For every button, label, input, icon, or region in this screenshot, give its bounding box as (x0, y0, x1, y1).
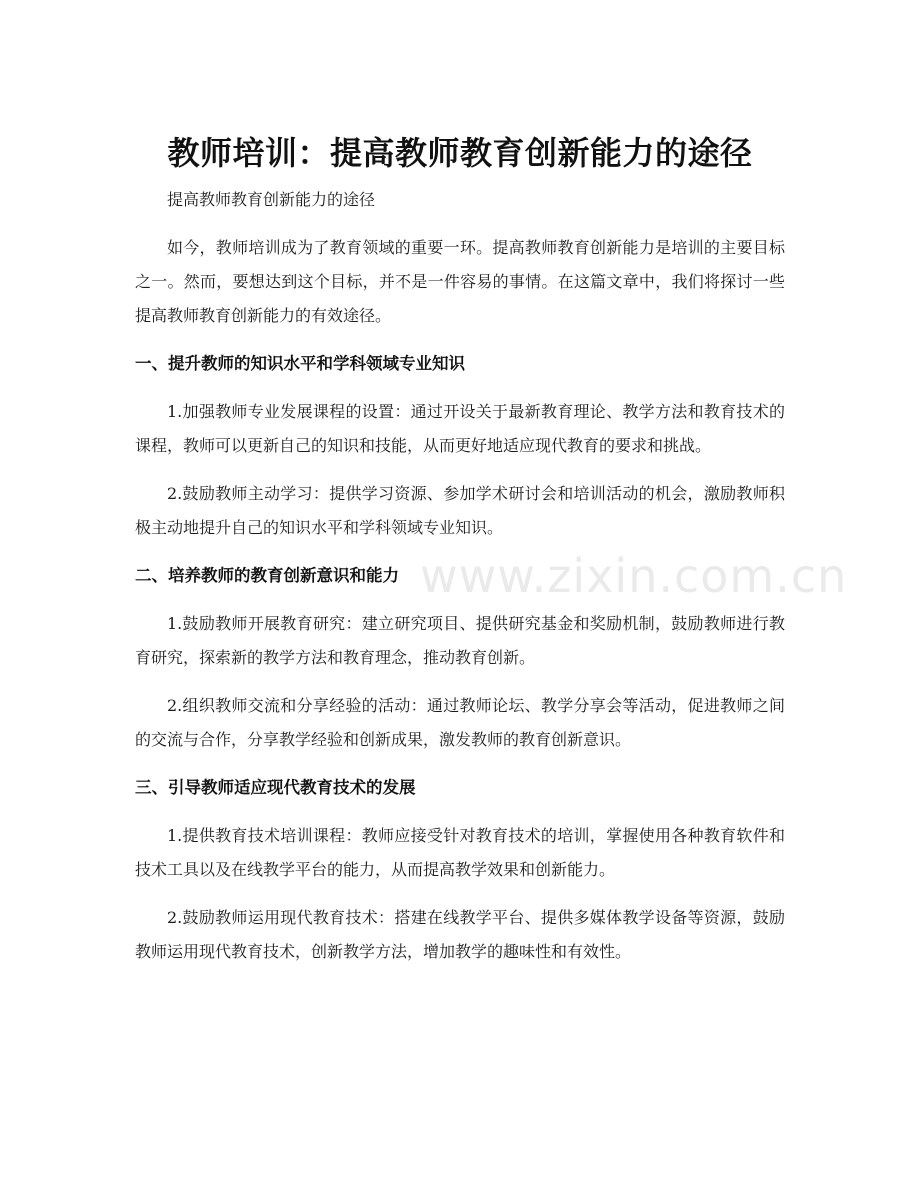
section-heading-1: 一、提升教师的知识水平和学科领域专业知识 (135, 354, 465, 373)
section-2-paragraph-1: 1.鼓励教师开展教育研究：建立研究项目、提供研究基金和奖励机制，鼓励教师进行教育研究，探索新的教学方法和教育理念，推动教育创新。 (135, 614, 785, 667)
document-body (135, 183, 785, 983)
watermark: www.zixin.com.cn (420, 549, 848, 603)
document-title: 教师培训：提高教师教育创新能力的途径 (167, 134, 753, 173)
section-2-paragraph-2: 2.组织教师交流和分享经验的活动：通过教师论坛、教学分享会等活动，促进教师之间的交流与合作，分享教学经验和创新成果，激发教师的教育创新意识。 (135, 696, 785, 749)
section-heading-2: 二、培养教师的教育创新意识和能力 (135, 566, 399, 585)
document-subtitle: 提高教师教育创新能力的途径 (167, 190, 376, 209)
section-1-paragraph-2: 2.鼓励教师主动学习：提供学习资源、参加学术研讨会和培训活动的机会，激励教师积极主动地提升自己的知识水平和学科领域专业知识。 (135, 484, 785, 537)
intro-paragraph: 如今，教师培训成为了教育领域的重要一环。提高教师教育创新能力是培训的主要目标之一。然而，要想达到这个目标，并不是一件容易的事情。在这篇文章中，我们将探讨一些提高教师教育创新能力的有效途径。 (135, 238, 785, 325)
section-3-paragraph-2: 2.鼓励教师运用现代教育技术：搭建在线教学平台、提供多媒体教学设备等资源，鼓励教师运用现代教育技术，创新教学方法，增加教学的趣味性和有效性。 (135, 908, 785, 961)
section-heading-3: 三、引导教师适应现代教育技术的发展 (135, 778, 416, 797)
section-1-paragraph-1: 1.加强教师专业发展课程的设置：通过开设关于最新教育理论、教学方法和教育技术的课程，教师可以更新自己的知识和技能，从而更好地适应现代教育的要求和挑战。 (135, 402, 785, 455)
section-3-paragraph-1: 1.提供教育技术培训课程：教师应接受针对教育技术的培训，掌握使用各种教育软件和技术工具以及在线教学平台的能力，从而提高教学效果和创新能力。 (135, 826, 785, 879)
